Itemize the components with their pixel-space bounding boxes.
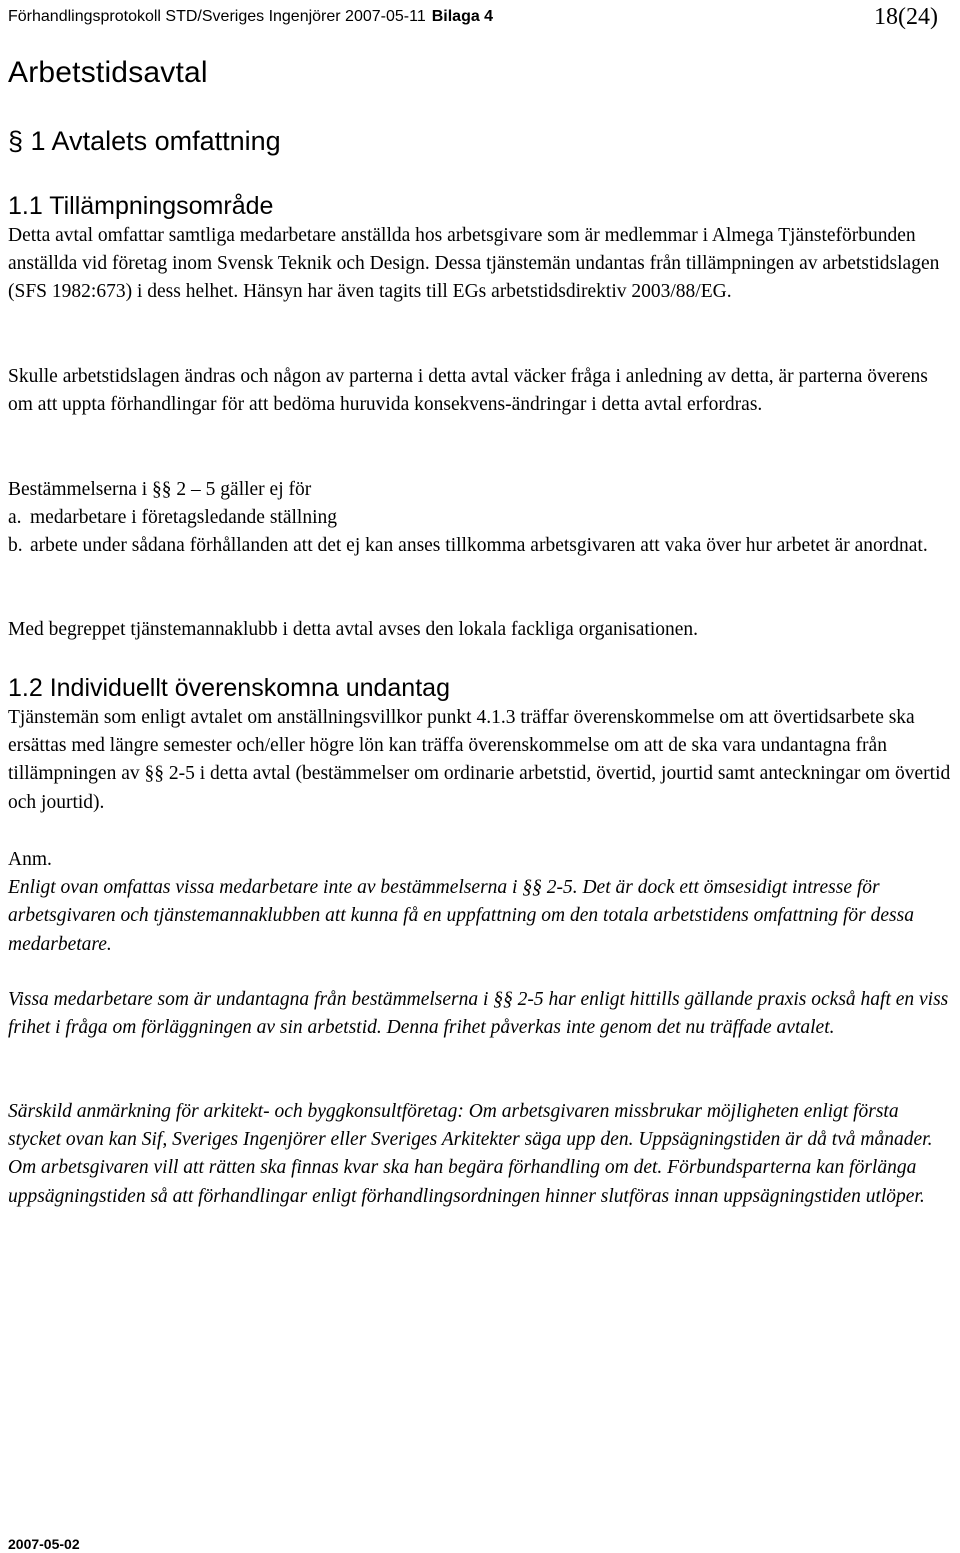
anm-label: Anm. bbox=[8, 849, 52, 870]
paragraph-definition: Med begreppet tjänstemannaklubb i detta avtal avses den lokala fackliga organisationen. bbox=[8, 619, 699, 640]
anm-paragraph-3: Särskild anmärkning för arkitekt- och byggkonsultföretag: Om arbetsgivaren missbrukar möjligheten enligt första stycket ovan kan Sif, Sveriges Ingenjörer eller Sveriges Arkitekter säga upp den. Uppsägningstiden är då två månader. Om arbetsgivaren vill att rätten ska finnas kvar ska han begära förhandling om det. Förbundsparterna kan förlänga uppsägningstiden så att förhandlingar enligt förhandlingsordningen hinner slutföras innan uppsägningstiden utlöper. bbox=[8, 1101, 933, 1207]
paragraph-individual-exception: Tjänstemän som enligt avtalet om anställningsvillkor punkt 4.1.3 träffar överenskommelse om att övertidsarbete ska ersättas med längre semester och/eller högre lön kan träffa överenskommelse om att de ska vara undantagna från tillämpningen av §§ 2-5 i detta avtal (bestämmelser om ordinarie arbetstid, övertid, jourtid samt anteckningar om övertid och jourtid). bbox=[8, 707, 951, 813]
header-protocol-text: Förhandlingsprotokoll STD/Sveriges Ingenjörer 2007-05-11 bbox=[8, 8, 426, 25]
page-number: 18(24) bbox=[874, 4, 938, 30]
anm-paragraph-1: Enligt ovan omfattas vissa medarbetare inte av bestämmelserna i §§ 2-5. Det är dock ett ömsesidigt intresse för arbetsgivaren och tjänstemannaklubben att kunna få en uppfattning om den totala arbetstidens omfattning för dessa medarbetare. bbox=[8, 877, 914, 955]
header-protocol bbox=[8, 8, 493, 26]
anm-paragraph-2: Vissa medarbetare som är undantagna från bestämmelserna i §§ 2-5 har enligt hittills gällande praxis också haft en viss frihet i fråga om förläggningen av sin arbetstid. Denna frihet påverkas inte genom det nu träffade avtalet. bbox=[8, 989, 949, 1039]
paragraph-exceptions-intro: Bestämmelserna i §§ 2 – 5 gäller ej för bbox=[8, 479, 312, 500]
exceptions-list bbox=[8, 504, 954, 560]
anm-block-2 bbox=[8, 986, 954, 1042]
section-1-1-body-2 bbox=[8, 363, 954, 419]
section-heading-1: § 1 Avtalets omfattning bbox=[8, 126, 281, 156]
page-header bbox=[8, 4, 938, 28]
document-title: Arbetstidsavtal bbox=[8, 56, 208, 89]
paragraph-law-change: Skulle arbetstidslagen ändras och någon av parterna i detta avtal väcker fråga i anledning av detta, är parterna överens om att uppta förhandlingar för att bedöma huruvida konsekvens-ändringar i detta avtal erfordras. bbox=[8, 366, 928, 416]
list-item-text: arbete under sådana förhållanden att det ej kan anses tillkomma arbetsgivaren att vaka över hur arbetet är anordnat. bbox=[30, 535, 928, 557]
list-marker: b. bbox=[8, 535, 23, 557]
subsection-heading-1-1: 1.1 Tillämpningsområde bbox=[8, 192, 274, 220]
header-bilaga: Bilaga 4 bbox=[431, 8, 494, 25]
section-1-1-body-4 bbox=[8, 616, 954, 644]
section-1-1-body bbox=[8, 222, 954, 307]
list-marker: a. bbox=[8, 507, 22, 529]
paragraph-scope: Detta avtal omfattar samtliga medarbetare anställda hos arbetsgivare som är medlemmar i Almega Tjänsteförbunden anställda vid företag inom Svensk Teknik och Design. Dessa tjänstemän undantas från tillämpningen av arbetstidslagen (SFS 1982:673) i dess helhet. Hänsyn har även tagits till EGs arbetstidsdirektiv 2003/88/EG. bbox=[8, 225, 940, 303]
list-item bbox=[8, 504, 954, 532]
list-item-text: medarbetare i företagsledande ställning bbox=[30, 507, 337, 529]
list-item bbox=[8, 532, 954, 560]
section-1-1-body-3 bbox=[8, 476, 954, 561]
footer-date: 2007-05-02 bbox=[8, 1536, 80, 1552]
section-1-2-body bbox=[8, 704, 954, 817]
anm-block bbox=[8, 846, 954, 959]
anm-block-3 bbox=[8, 1098, 954, 1211]
subsection-heading-1-2: 1.2 Individuellt överenskomna undantag bbox=[8, 674, 450, 702]
